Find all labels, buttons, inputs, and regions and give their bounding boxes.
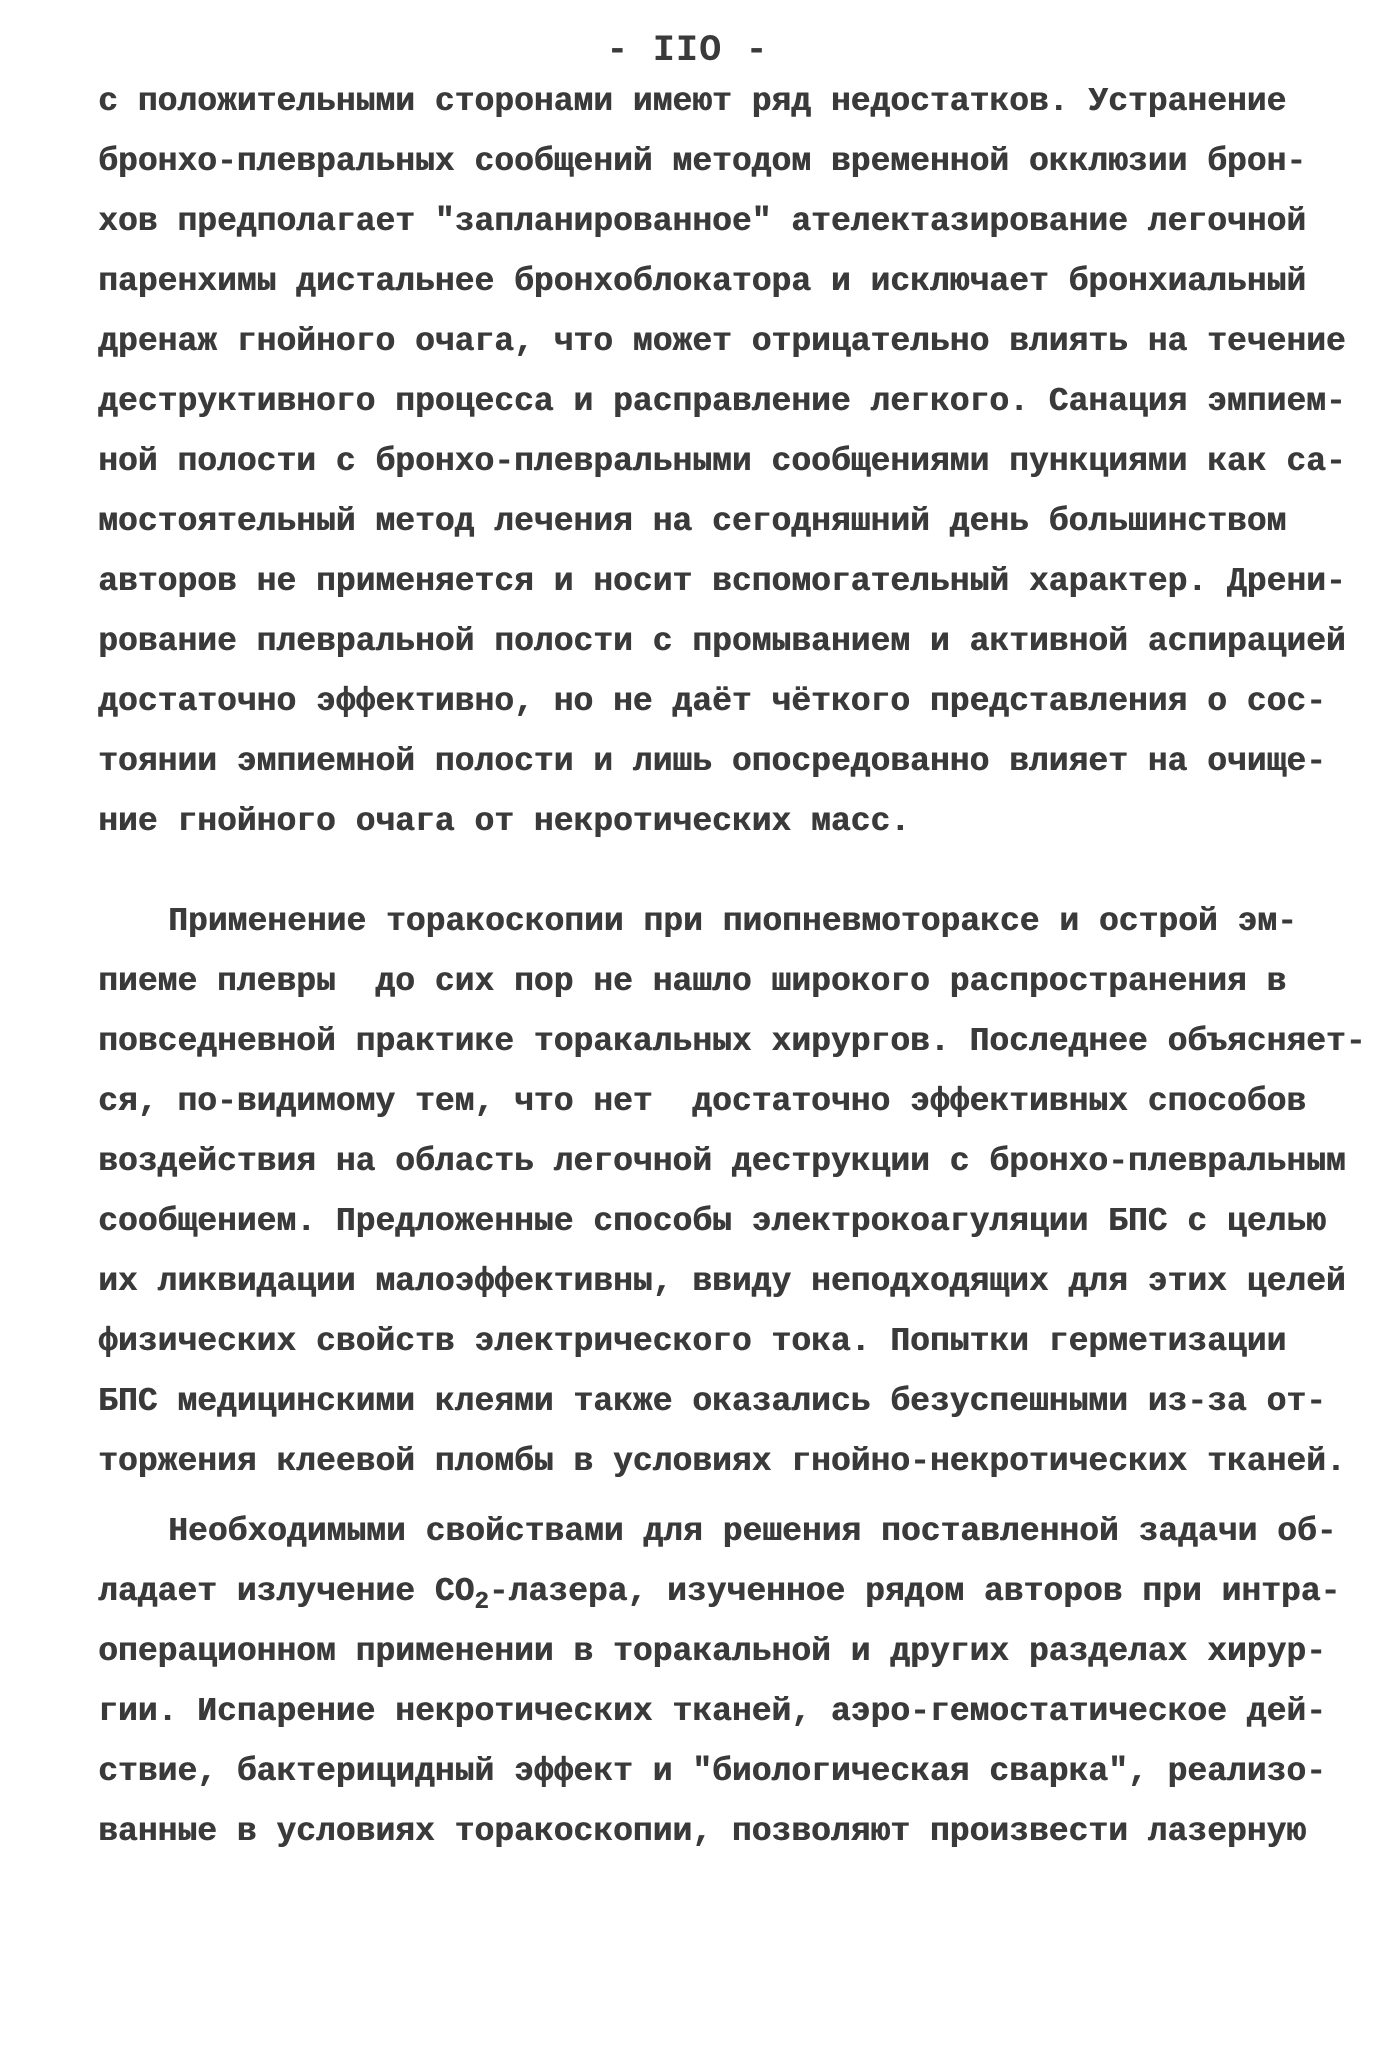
- text-line: повседневной практике торакальных хирургов. Последнее объясняет-: [98, 1023, 1366, 1060]
- text-line: ствие, бактерицидный эффект и "биологическая сварка", реализо-: [98, 1753, 1326, 1790]
- text-line: достаточно эффективно, но не даёт чёткого представления о сос-: [98, 683, 1326, 720]
- text-line: ванные в условиях торакоскопии, позволяют произвести лазерную: [98, 1813, 1306, 1850]
- text-line: торжения клеевой пломбы в условиях гнойно-некротических тканей.: [98, 1443, 1346, 1480]
- text-line: тоянии эмпиемной полости и лишь опосредованно влияет на очище-: [98, 743, 1326, 780]
- page-number: - IIO -: [606, 30, 769, 72]
- text-line: физических свойств электрического тока. Попытки герметизации: [98, 1323, 1287, 1360]
- paragraph-1: [98, 72, 1346, 852]
- text-line: авторов не применяется и носит вспомогательный характер. Дрени-: [98, 563, 1346, 600]
- text-line: деструктивного процесса и расправление легкого. Санация эмпием-: [98, 383, 1346, 420]
- text-line: ние гнойного очага от некротических масс.: [98, 803, 910, 840]
- text-line: пиеме плевры до сих пор не нашло широкого распространения в: [98, 963, 1287, 1000]
- text-line: хов предполагает "запланированное" ателектазирование легочной: [98, 203, 1306, 240]
- paragraph-2: [98, 892, 1366, 1492]
- text-line: операционном применении в торакальной и других разделах хирур-: [98, 1633, 1326, 1670]
- paragraph-3: [98, 1502, 1341, 1862]
- text-line: с положительными сторонами имеют ряд недостатков. Устранение: [98, 83, 1287, 120]
- text-segment: -лазера, изученное рядом авторов при интра-: [488, 1573, 1341, 1610]
- text-line: ся, по-видимому тем, что нет достаточно эффективных способов: [98, 1083, 1306, 1120]
- text-line: паренхимы дистальнее бронхоблокатора и исключает бронхиальный: [98, 263, 1306, 300]
- text-line: [98, 1562, 1341, 1622]
- text-line: мостоятельный метод лечения на сегодняшний день большинством: [98, 503, 1287, 540]
- text-line: рование плевральной полости с промыванием и активной аспирацией: [98, 623, 1346, 660]
- text-line: их ликвидации малоэффективны, ввиду неподходящих для этих целей: [98, 1263, 1346, 1300]
- text-line: БПС медицинскими клеями также оказались безуспешными из-за от-: [98, 1383, 1326, 1420]
- text-line: бронхо-плевральных сообщений методом временной окклюзии брон-: [98, 143, 1306, 180]
- text-line: Необходимыми свойствами для решения поставленной задачи об-: [168, 1513, 1337, 1550]
- text-segment: ладает излучение CO: [98, 1573, 475, 1610]
- text-line: гии. Испарение некротических тканей, аэро-гемостатическое дей-: [98, 1693, 1326, 1730]
- text-line: воздействия на область легочной деструкции с бронхо-плевральным: [98, 1143, 1346, 1180]
- subscript: 2: [474, 1589, 489, 1616]
- text-line: дренаж гнойного очага, что может отрицательно влиять на течение: [98, 323, 1346, 360]
- text-line: Применение торакоскопии при пиопневмотораксе и острой эм-: [168, 903, 1297, 940]
- text-line: сообщением. Предложенные способы электрокоагуляции БПС с целью: [98, 1203, 1326, 1240]
- text-line: ной полости с бронхо-плевральными сообщениями пункциями как са-: [98, 443, 1346, 480]
